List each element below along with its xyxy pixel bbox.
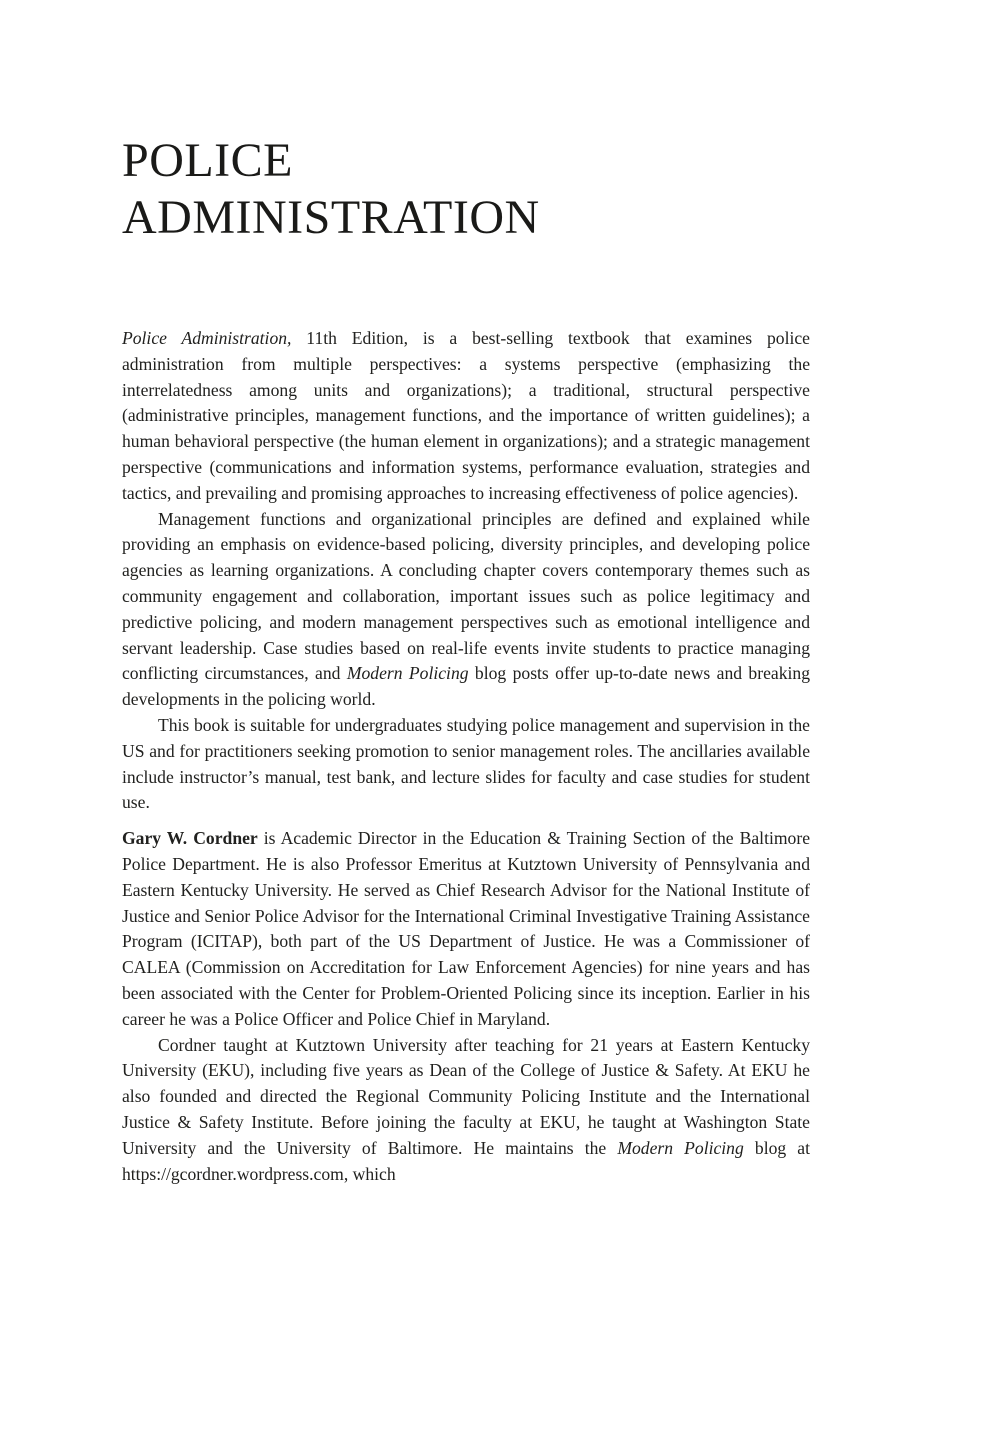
text-segment: Modern Policing — [617, 1137, 744, 1158]
text-segment: blog at https://gcordner.wordpress.com, which — [122, 1137, 810, 1184]
paragraph — [122, 1033, 810, 1188]
paragraph — [122, 326, 810, 507]
page-title — [122, 132, 810, 246]
text-segment: is Academic Director in the Education & Training Section of the Baltimore Police Department. He is also Professor Emeritus at Kutztown University of Pennsylvania and Eastern Kentucky University. He served as Chief Research Advisor for the National Institute of Justice and Senior Police Advisor for the International Criminal Investigative Training Assistance Program (ICITAP), both part of the US Department of Justice. He was a Commissioner of CALEA (Commission on Accreditation for Law Enforcement Agencies) for nine years and has been associated with the Center for Problem-Oriented Policing since its inception. Earlier in his career he was a Police Officer and Police Chief in Maryland. — [122, 828, 810, 1029]
paragraph — [122, 826, 810, 1032]
title-line-1: POLICE — [122, 134, 293, 187]
text-segment: This book is suitable for undergraduates studying police management and supervision in the US and for practitioners seeking promotion to senior management roles. The ancillaries available include instructor’s manual, test bank, and lecture slides for faculty and case studies for student use. — [122, 714, 810, 813]
paragraph — [122, 713, 810, 816]
text-segment: Gary W. Cordner — [122, 828, 258, 849]
body-text — [122, 326, 810, 1187]
title-line-2: ADMINISTRATION — [122, 191, 540, 244]
text-segment: 11th Edition, is a best-selling textbook that examines police administration from multiple perspectives: a systems perspective (emphasizing the interrelatedness among units and organizations); a traditional, structural perspective (administrative principles, management functions, and the importance of written guidelines); a human behavioral perspective (the human element in organizations); and a strategic management perspective (communications and information systems, performance evaluation, strategies and tactics, and prevailing and promising approaches to increasing effectiveness of police agencies). — [122, 328, 810, 503]
text-segment: Police Administration, — [122, 328, 307, 348]
paragraph — [122, 507, 810, 713]
text-segment: Modern Policing — [346, 663, 469, 684]
text-segment: Management functions and organizational principles are defined and explained while providing an emphasis on evidence-based policing, diversity principles, and developing police agencies as learning organizations. A concluding chapter covers contemporary themes such as community engagement and collaboration, important issues such as police legitimacy and predictive policing, and modern management perspectives such as emotional intelligence and servant leadership. Case studies based on real-life events invite students to practice managing conflicting circumstances, and — [122, 508, 810, 684]
text-segment: blog posts offer up-to-date news and breaking developments in the policing world. — [122, 663, 810, 710]
text-segment: Cordner taught at Kutztown University after teaching for 21 years at Eastern Kentucky University (EKU), including five years as Dean of the College of Justice & Safety. At EKU he also founded and directed the Regional Community Policing Institute and the International Justice & Safety Institute. Before joining the faculty at EKU, he taught at Washington State University and the University of Baltimore. He maintains the — [122, 1034, 810, 1158]
